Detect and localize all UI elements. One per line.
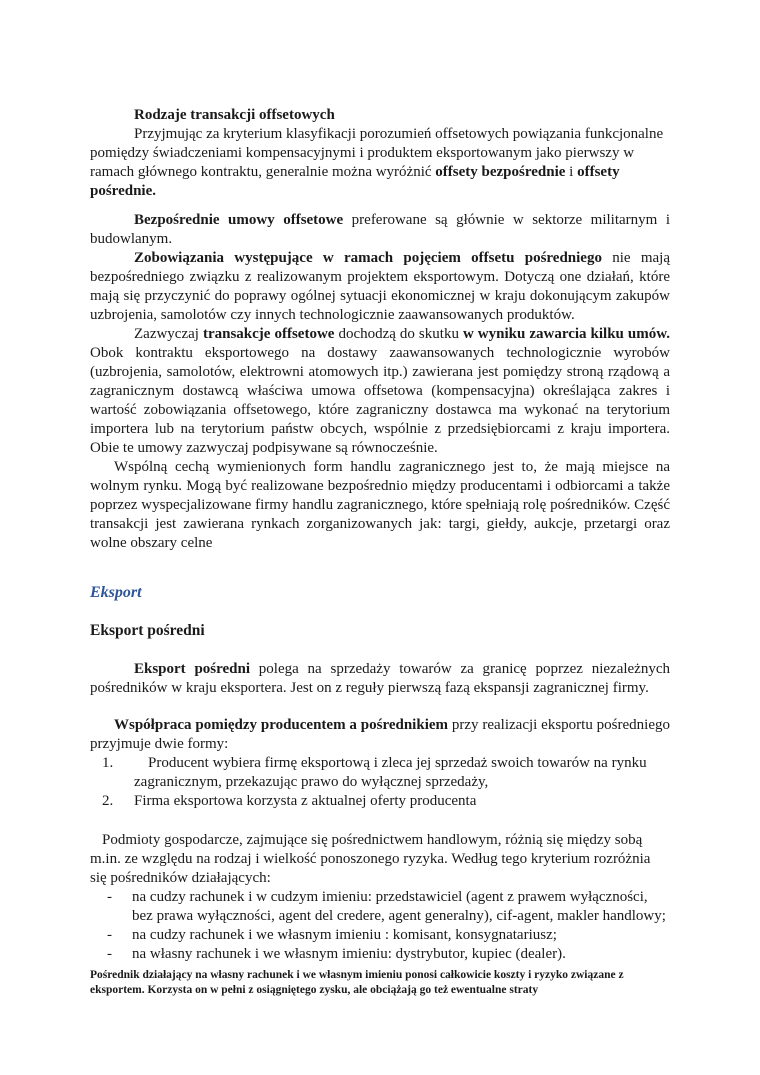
list-item: - na własny rachunek i we własnym imieniu: dystrybutor, kupiec (dealer). [107,946,566,962]
list-item: 2. Firma eksportowa korzysta z aktualnej oferty producenta [102,793,477,809]
paragraph-cooperation: Współpraca pomiędzy producentem a pośrednikiem przy realizacji eksportu pośredniego przyjmuje dwie formy: [90,717,670,752]
paragraph-direct-offsets: Bezpośrednie umowy offsetowe preferowane są głównie w sektorze militarnym i budowlanym. [90,212,670,247]
bold-note: Pośrednik działający na własny rachunek i we własnym imieniu ponosi całkowicie koszty i ryzyko związane z eksportem. Korzysta on w pełni z osiągniętego zysku, ale obciążają go też ewentualne straty [90,969,624,996]
paragraph-offset-classification: Przyjmując za kryterium klasyfikacji porozumień offsetowych powiązania funkcjonalne pomiędzy świadczeniami kompensacyjnymi i produktem eksportowanym jako pierwszy w ramach głównego kontraktu, generalnie można wyróżnić offsety bezpośrednie i offsety pośrednie. [90,126,664,199]
list-item: 1. Producent wybiera firmę eksportową i zleca jej sprzedaż swoich towarów na rynku zagranicznym, przekazując prawo do wyłącznej sprzedaży, [102,755,647,790]
paragraph-intermediaries: Podmioty gospodarcze, zajmujące się pośrednictwem handlowym, różnią się między sobą m.in. ze względu na rodzaj i wielkość ponoszonego ryzyka. Według tego kryterium rozróżnia się pośredników działających: [90,832,651,886]
heading-eksport: Eksport [90,584,142,601]
document-page [90,106,670,998]
paragraph-common-features: Wspólną cechą wymienionych form handlu zagranicznego jest to, że mają miejsce na wolnym rynku. Mogą być realizowane bezpośrednio między producentami i odbiorcami a także poprzez wyspecjalizowane firmy handlu zagranicznego, które spełniają rolę pośredników. Część transakcji jest zawierana rynkach zorganizowanych jak: targi, giełdy, aukcje, przetargi oraz wolne obszary celne [90,459,670,551]
section-title: Rodzaje transakcji offsetowych [134,107,335,123]
list-item: - na cudzy rachunek i we własnym imieniu : komisant, konsygnatariusz; [107,927,557,943]
paragraph-indirect-offsets: Zobowiązania występujące w ramach pojęciem offsetu pośredniego nie mają bezpośredniego związku z realizowanym projektem eksportowym. Dotyczą one działań, które mają się przyczynić do poprawy ogólnej sytuacji ekonomicznej w kraju dokonującym zakupów uzbrojenia, samolotów czy innych technologicznie zaawansowanych produktów. [90,250,670,323]
intermediaries-list [90,888,670,964]
subheading-indirect-export: Eksport pośredni [90,622,205,639]
list-item: - na cudzy rachunek i w cudzym imieniu: przedstawiciel (agent z prawem wyłączności, bez prawa wyłączności, agent del credere, agent generalny), cif-agent, makler handlowy; [107,889,666,924]
paragraph-offset-agreements: Zazwyczaj transakcje offsetowe dochodzą do skutku w wyniku zawarcia kilku umów. Obok kontraktu eksportowego na dostawy zaawansowanych technologicznie wyrobów (uzbrojenia, samolotów, elektrowni atomowych itp.) zawierana jest pomiędzy stroną rządową a zagranicznym dostawcą właściwa umowa offsetowa (kompensacyjna) określająca zakres i wartość zobowiązania offsetowego, które zagraniczny dostawca ma wykonać na terytorium importera lub na terytorium państw obcych, wspólnie z przedsiębiorcami z kraju importera. Obie te umowy zazwyczaj podpisywane są równocześnie. [90,326,670,456]
paragraph-indirect-export: Eksport pośredni polega na sprzedaży towarów za granicę poprzez niezależnych pośredników w kraju eksportera. Jest on z reguły pierwszą fazą ekspansji zagranicznej firmy. [90,661,670,696]
cooperation-forms-list [90,754,670,811]
